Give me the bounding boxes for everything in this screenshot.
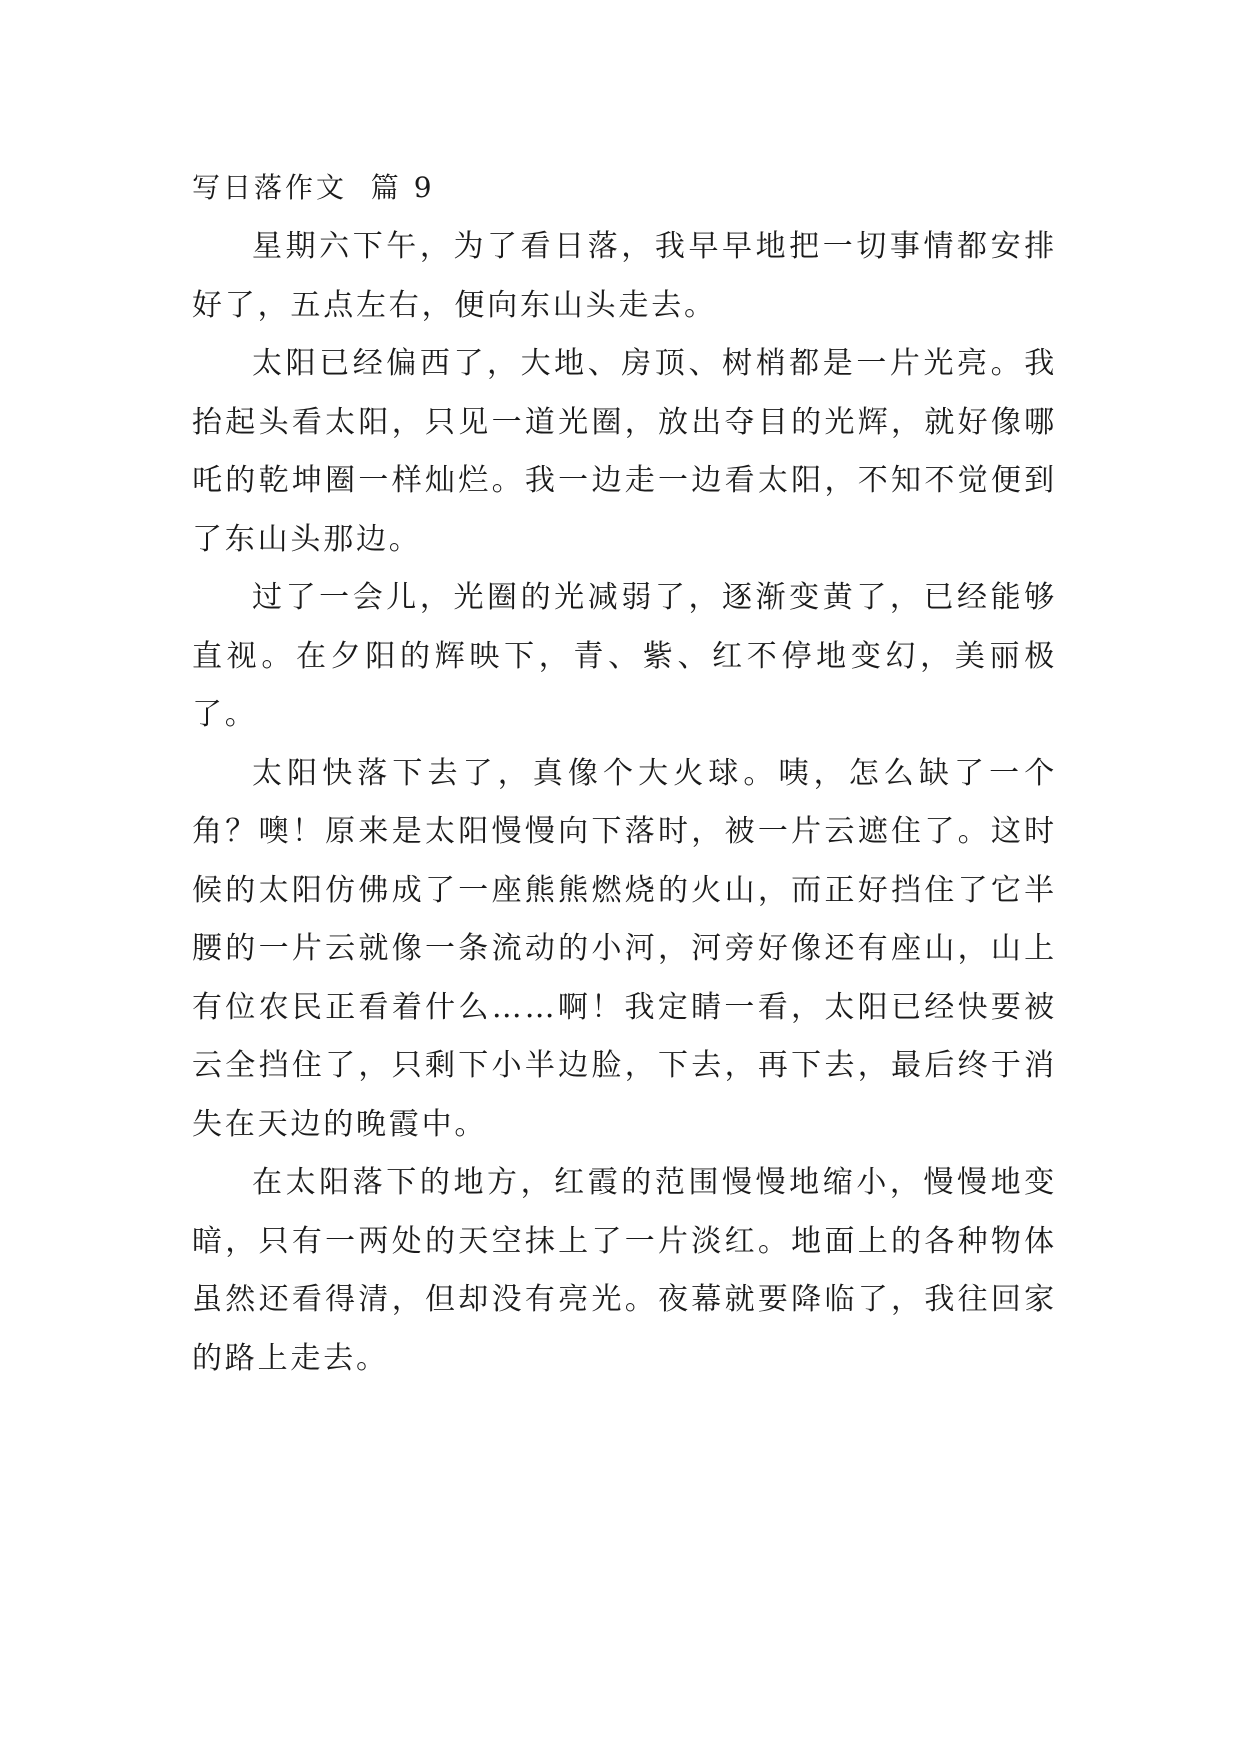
paragraph: 太阳快落下去了，真像个大火球。咦，怎么缺了一个角？噢！原来是太阳慢慢向下落时，被一片云遮住了。这时候的太阳仿佛成了一座熊熊燃烧的火山，而正好挡住了它半腰的一片云就像一条流动的小河，河旁好像还有座山，山上有位农民正看着什么……啊！我定睛一看，太阳已经快要被云全挡住了，只剩下小半边脸，下去，再下去，最后终于消失在天边的晚霞中。 <box>192 755 1057 1142</box>
document-body <box>192 160 1057 1388</box>
paragraph: 太阳已经偏西了，大地、房顶、树梢都是一片光亮。我抬起头看太阳，只见一道光圈，放出夺目的光辉，就好像哪吒的乾坤圈一样灿烂。我一边走一边看太阳，不知不觉便到了东山头那边。 <box>192 346 1057 557</box>
paragraph: 在太阳落下的地方，红霞的范围慢慢地缩小，慢慢地变暗，只有一两处的天空抹上了一片淡红。地面上的各种物体虽然还看得清，但却没有亮光。夜幕就要降临了，我往回家的路上走去。 <box>192 1165 1057 1376</box>
paragraph: 星期六下午，为了看日落，我早早地把一切事情都安排好了，五点左右，便向东山头走去。 <box>192 229 1057 323</box>
document-title: 写日落作文 篇 9 <box>192 171 435 204</box>
paragraph: 过了一会儿，光圈的光减弱了，逐渐变黄了，已经能够直视。在夕阳的辉映下，青、紫、红不停地变幻，美丽极了。 <box>192 580 1057 732</box>
